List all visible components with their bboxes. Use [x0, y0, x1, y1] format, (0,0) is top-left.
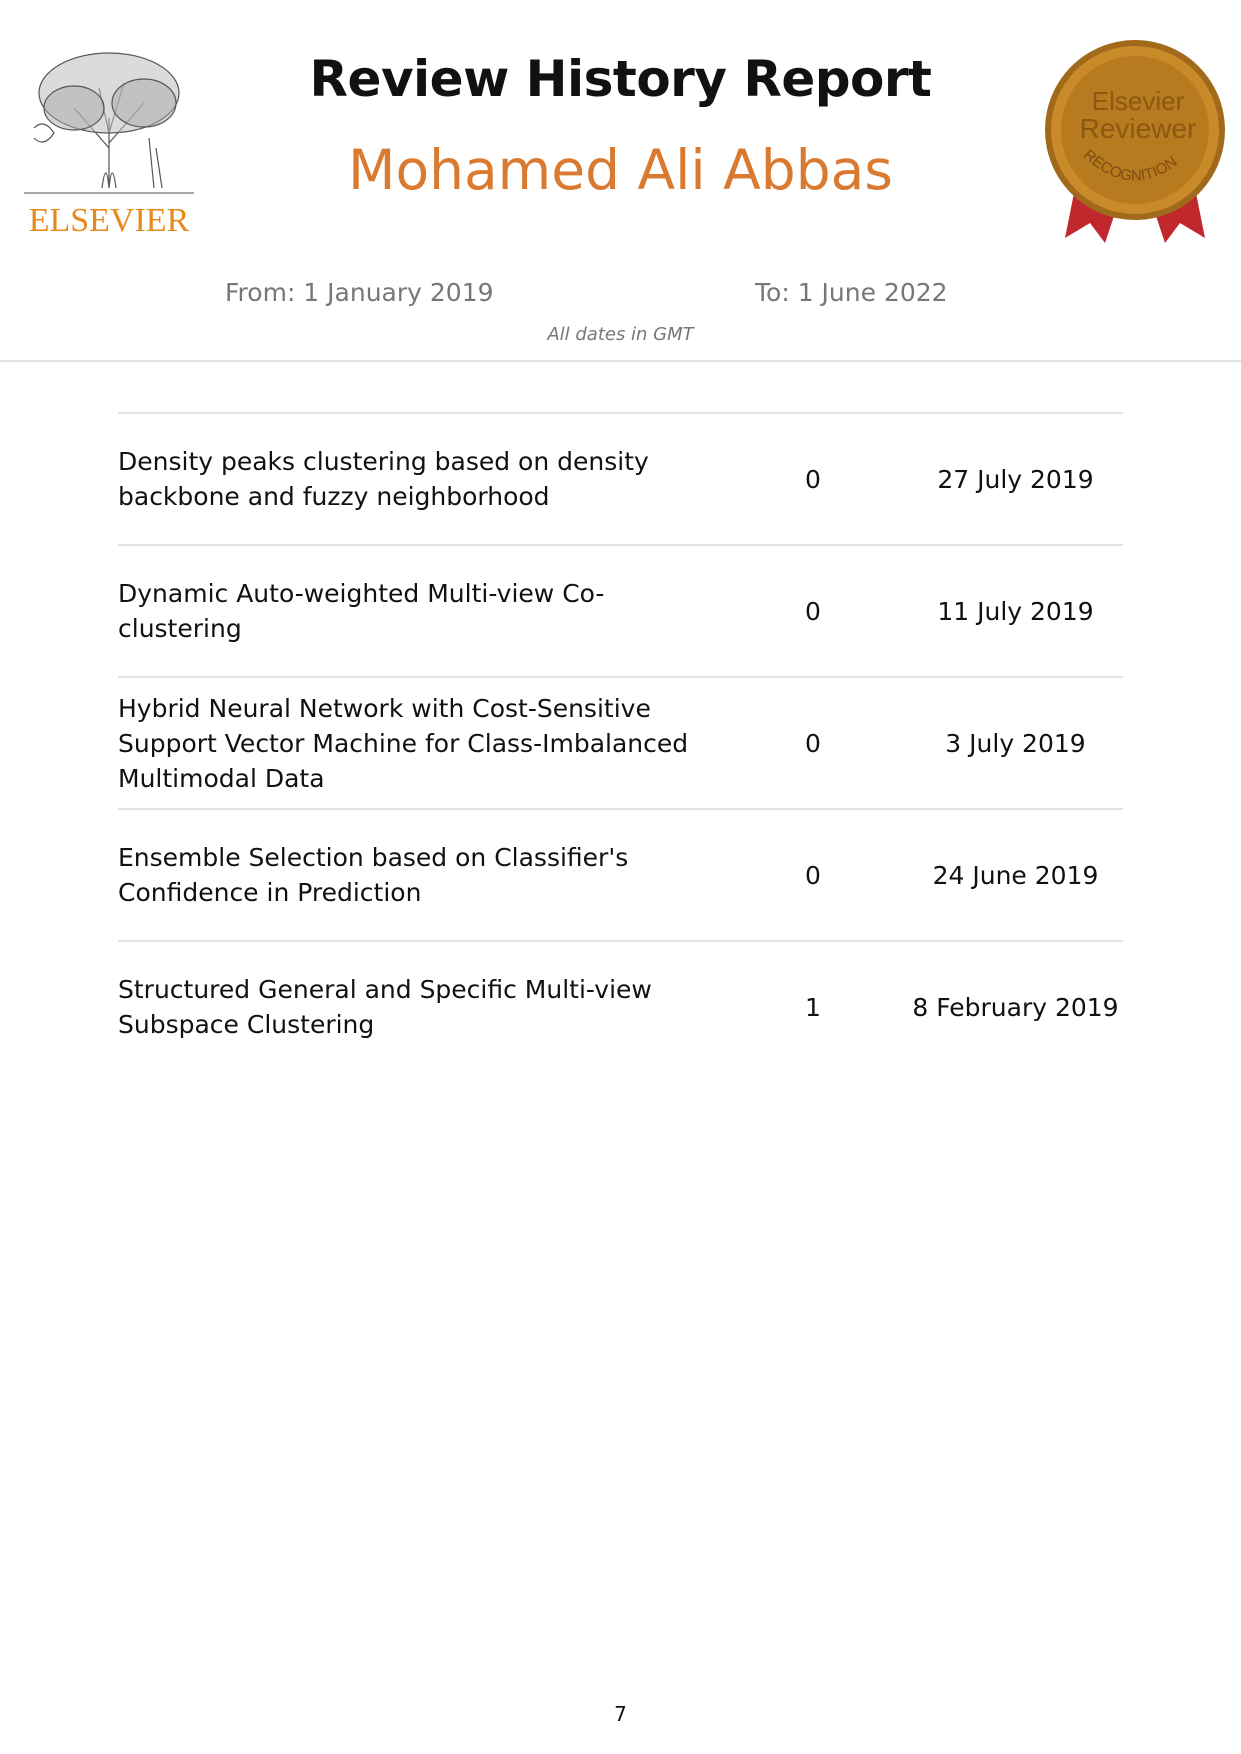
- table-row: [118, 546, 1123, 678]
- period-from: From: 1 January 2019: [225, 278, 494, 307]
- review-title: Hybrid Neural Network with Cost-Sensitive Support Vector Machine for Class-Imbalanced Multimodal Data: [118, 693, 689, 793]
- table-row: [118, 942, 1123, 1072]
- review-title: Ensemble Selection based on Classifier's Confidence in Prediction: [118, 843, 629, 907]
- svg-text:Reviewer: Reviewer: [1079, 113, 1197, 144]
- svg-text:Elsevier: Elsevier: [1091, 86, 1185, 116]
- table-row: [118, 678, 1123, 810]
- svg-text:ELSEVIER: ELSEVIER: [28, 202, 190, 238]
- report-title: Review History Report: [309, 50, 932, 108]
- review-date: 27 July 2019: [937, 464, 1094, 494]
- review-date: 11 July 2019: [937, 596, 1094, 626]
- review-title: Density peaks clustering based on density backbone and fuzzy neighborhood: [118, 447, 649, 511]
- review-date: 24 June 2019: [932, 860, 1099, 890]
- review-date: 3 July 2019: [945, 728, 1086, 758]
- reviewer-recognition-seal: [1030, 38, 1240, 243]
- review-count: 0: [805, 464, 821, 494]
- svg-text:RECOGNITION: RECOGNITION: [1080, 146, 1181, 185]
- table-row: [118, 414, 1123, 546]
- review-count: 0: [805, 860, 821, 890]
- review-table: [118, 412, 1123, 1072]
- timezone-note: All dates in GMT: [547, 324, 694, 345]
- page-number: 7: [614, 1702, 627, 1726]
- review-date: 8 February 2019: [912, 992, 1119, 1022]
- header-divider: [0, 360, 1241, 362]
- review-count: 0: [805, 728, 821, 758]
- medal-icon: [1030, 38, 1240, 243]
- reviewer-name: Mohamed Ali Abbas: [348, 138, 893, 202]
- review-title: Dynamic Auto-weighted Multi-view Co-clustering: [118, 579, 605, 643]
- review-title: Structured General and Specific Multi-view Subspace Clustering: [118, 975, 652, 1039]
- period-to: To: 1 June 2022: [755, 278, 948, 307]
- review-count: 1: [805, 992, 821, 1022]
- table-row: [118, 810, 1123, 942]
- review-count: 0: [805, 596, 821, 626]
